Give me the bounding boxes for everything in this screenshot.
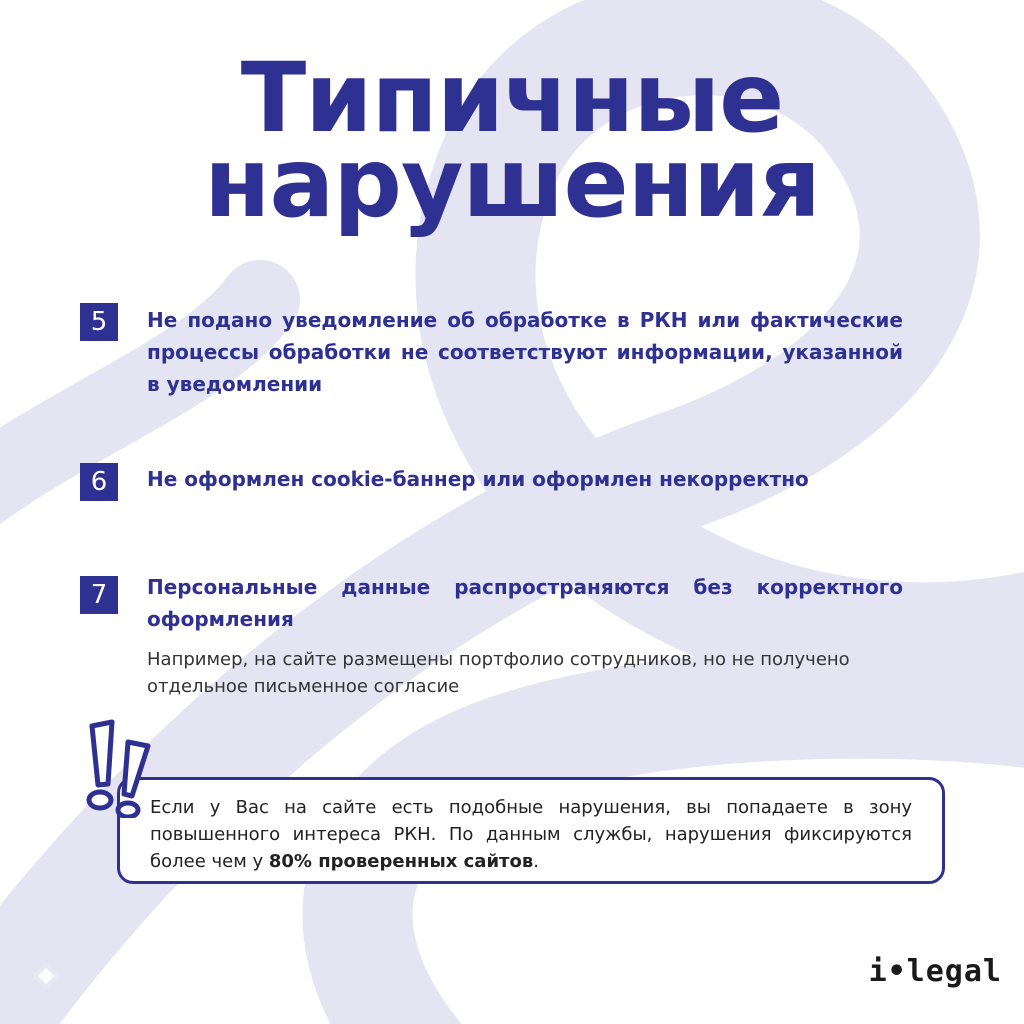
page-title-line-1: Типичные — [240, 42, 784, 154]
callout-text-end: . — [533, 851, 539, 872]
violation-item-note: Например, на сайте размещены портфолио сотрудников, но не получено отдельное письменное согласие — [147, 649, 850, 697]
callout-text — [150, 794, 912, 875]
diamond-logo-icon — [30, 960, 62, 992]
warning-callout — [117, 777, 945, 884]
page-title-line-2: нарушения — [204, 127, 820, 239]
violation-item-text: Не подано уведомление об обработке в РКН или фактические процессы обработки не соответствуют информации, указанной в уведомлении — [147, 308, 903, 396]
violation-item-text: Не оформлен cookie-баннер или оформлен некорректно — [147, 467, 809, 491]
callout-text-bold: 80% проверенных сайтов — [268, 851, 534, 872]
item-number-badge: 5 — [80, 303, 118, 341]
item-number-badge: 6 — [80, 463, 118, 501]
callout-text-main: Если у Вас на сайте есть подобные нарушения, вы попадаете в зону повышенного интереса РКН. По данным службы, нарушения фиксируются более чем у — [150, 797, 912, 872]
double-exclamation-icon — [78, 718, 168, 818]
item-number-badge: 7 — [80, 576, 118, 614]
brand-logo-text: i•legal — [868, 954, 1002, 989]
violation-item-text: Персональные данные распространяются без корректного оформления — [147, 575, 903, 631]
